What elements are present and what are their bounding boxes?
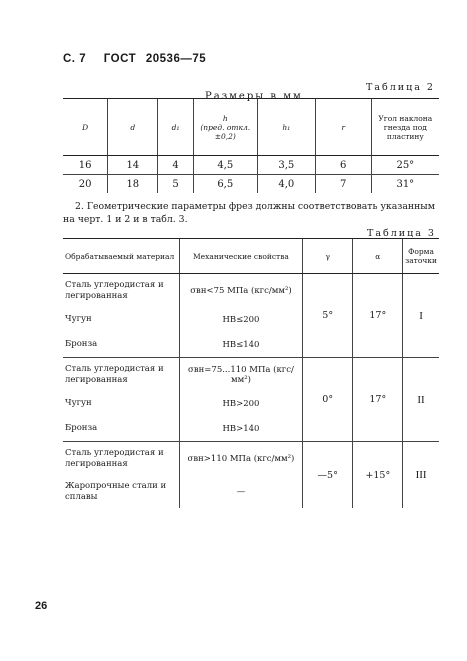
table2-header-cell: D	[63, 99, 108, 156]
table2-header-cell: h (пред. откл. ±0,2)	[193, 99, 257, 156]
table2-header-cell: r	[315, 99, 371, 156]
table2-cell: 31°	[371, 175, 439, 194]
table2-cell: 6,5	[193, 175, 257, 194]
table-row	[63, 358, 439, 392]
material-cell: Чугун	[65, 314, 92, 324]
table3-header-cell: Форма заточки	[403, 239, 439, 274]
table3-header-cell: Механические свойства	[180, 239, 303, 274]
table2	[63, 98, 439, 193]
page-label: С. 7	[63, 53, 87, 65]
material-cell: Сталь углеродистая и легированная	[63, 442, 180, 476]
form-cell: II	[403, 358, 439, 442]
table2-cell: 25°	[371, 156, 439, 175]
material-cell: Чугун	[65, 398, 92, 408]
table2-caption: Таблица 2	[366, 82, 435, 93]
gamma-cell: 0°	[302, 358, 353, 442]
property-cell: σвн=75...110 МПа (кгс/мм²)	[180, 358, 303, 392]
property-cell: σвн>110 МПа (кгс/мм²)	[180, 442, 303, 476]
form-cell: III	[403, 442, 439, 509]
alpha-cell: 17°	[353, 274, 403, 358]
table2-title: Размеры в мм	[205, 91, 303, 102]
table-row	[63, 274, 439, 308]
material-cell: Жаропрочные стали и сплавы	[65, 480, 167, 502]
page-number: 26	[35, 600, 48, 612]
table2-header-row	[63, 99, 439, 156]
property-cell: НВ≤140	[180, 332, 303, 358]
table2-header-cell: h₁	[257, 99, 315, 156]
table3	[63, 238, 439, 508]
page-header	[63, 53, 206, 65]
table2-cell: 20	[78, 178, 92, 190]
table-row	[63, 156, 439, 175]
alpha-cell: +15°	[353, 442, 403, 509]
material-cell: Сталь углеродистая и легированная	[63, 358, 180, 392]
property-cell: НВ>140	[180, 416, 303, 442]
material-cell: Бронза	[65, 339, 98, 349]
table2-header-cell: d	[108, 99, 158, 156]
material-cell: Бронза	[65, 423, 98, 433]
table-row	[63, 442, 439, 476]
table2-cell: 4,5	[193, 156, 257, 175]
property-cell: σвн<75 МПа (кгс/мм²)	[180, 274, 303, 308]
material-cell: Сталь углеродистая и легированная	[65, 279, 164, 301]
table2-cell: 4,0	[257, 175, 315, 194]
gost-number: 20536—75	[145, 53, 207, 65]
table2-cell: 16	[63, 156, 108, 175]
table2-header-cell: Угол наклона гнезда под пластину	[371, 99, 439, 156]
table3-header-cell: γ	[302, 239, 353, 274]
table2-cell: 18	[108, 175, 158, 194]
gost-label: ГОСТ	[103, 53, 137, 65]
table2-cell: 7	[315, 175, 371, 194]
table-row	[63, 175, 439, 194]
table2-cell: 5	[158, 175, 193, 194]
table2-cell: 4	[158, 156, 193, 175]
gamma-cell: 5°	[302, 274, 353, 358]
table3-caption: Таблица 3	[367, 228, 436, 239]
property-cell: —	[180, 475, 303, 508]
note-paragraph: 2. Геометрические параметры фрез должны соответствовать указанным на черт. 1 и 2 и в табл. 3.	[63, 201, 435, 225]
form-cell: I	[403, 274, 439, 358]
property-cell: НВ≤200	[180, 307, 303, 332]
property-cell: НВ>200	[180, 391, 303, 416]
table2-header-cell: d₁	[158, 99, 193, 156]
table3-header-row	[63, 239, 439, 274]
table2-cell: 3,5	[257, 156, 315, 175]
table2-cell: 14	[108, 156, 158, 175]
gamma-cell: —5°	[302, 442, 353, 509]
table2-cell: 6	[315, 156, 371, 175]
table3-header-cell: α	[353, 239, 403, 274]
table3-header-cell: Обрабатываемый материал	[63, 239, 180, 274]
alpha-cell: 17°	[353, 358, 403, 442]
